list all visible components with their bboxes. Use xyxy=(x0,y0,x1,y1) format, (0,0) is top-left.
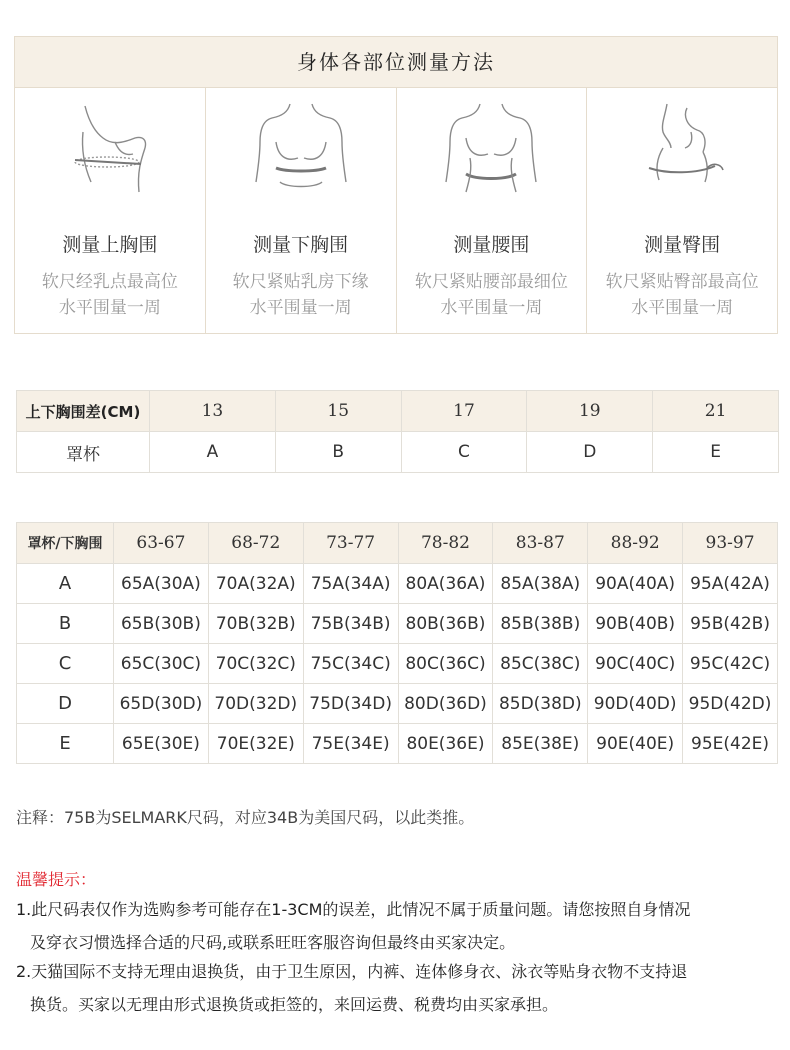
size-cell: 85D(38D) xyxy=(493,684,588,724)
guide-column-desc: 软尺紧贴乳房下缘 xyxy=(232,272,369,292)
waist-figure-icon xyxy=(436,102,546,198)
tip-1-line-1: 1.此尺码表仅作为选购参考可能存在1-3CM的误差，此情况不属于质量问题。请您按照自身情况 xyxy=(16,900,691,919)
size-cell: 80A(36A) xyxy=(398,564,493,604)
tip-2-line-1: 2.天猫国际不支持无理由退换货，由于卫生原因，内裤、连体修身衣、泳衣等贴身衣物不支持退 xyxy=(16,962,688,981)
guide-column-title: 测量腰围 xyxy=(453,234,530,256)
guide-column-desc: 水平围量一周 xyxy=(58,298,161,318)
guide-column-title: 测量上胸围 xyxy=(62,234,158,256)
range-cell: 63-67 xyxy=(114,523,209,564)
size-cell: 65B(30B) xyxy=(114,604,209,644)
tips-title: 温馨提示： xyxy=(16,870,97,889)
cup-cell: A xyxy=(17,564,114,604)
guide-column-desc: 软尺紧贴臀部最高位 xyxy=(605,272,759,292)
size-cell: 65D(30D) xyxy=(114,684,209,724)
tip-2 xyxy=(16,955,778,1021)
size-cell: 80E(36E) xyxy=(398,724,493,764)
size-cell: 65E(30E) xyxy=(114,724,209,764)
hip-figure-icon xyxy=(627,102,737,198)
diff-cell: 19 xyxy=(527,391,653,432)
cup-header-cell: 罩杯 xyxy=(17,432,150,473)
diff-header-cell: 上下胸围差(CM) xyxy=(17,391,150,432)
tip-1 xyxy=(16,893,778,959)
table-row xyxy=(17,604,778,644)
guide-column-title: 测量下胸围 xyxy=(253,234,349,256)
diff-cell: 15 xyxy=(275,391,401,432)
table-header-row xyxy=(17,523,778,564)
size-cell: 75E(34E) xyxy=(303,724,398,764)
table-row xyxy=(17,391,779,432)
size-cell: 70D(32D) xyxy=(208,684,303,724)
size-cell: 85A(38A) xyxy=(493,564,588,604)
size-cell: 95C(42C) xyxy=(683,644,778,684)
size-cell: 75D(34D) xyxy=(303,684,398,724)
guide-title: 身体各部位测量方法 xyxy=(15,37,777,88)
cup-cell: C xyxy=(17,644,114,684)
size-cell: 70B(32B) xyxy=(208,604,303,644)
cup-cell: D xyxy=(17,684,114,724)
cup-cell: B xyxy=(17,604,114,644)
size-cell: 70C(32C) xyxy=(208,644,303,684)
cup-size-table xyxy=(16,390,779,473)
cup-cell: D xyxy=(527,432,653,473)
upper-bust-figure-icon xyxy=(55,102,165,198)
range-cell: 93-97 xyxy=(683,523,778,564)
size-cell: 90B(40B) xyxy=(588,604,683,644)
table-row xyxy=(17,724,778,764)
size-header-cell: 罩杯/下胸围 xyxy=(17,523,114,564)
tip-1-line-2: 及穿衣习惯选择合适的尺码,或联系旺旺客服咨询但最终由买家决定。 xyxy=(30,933,516,952)
size-cell: 95A(42A) xyxy=(683,564,778,604)
range-cell: 73-77 xyxy=(303,523,398,564)
size-cell: 70E(32E) xyxy=(208,724,303,764)
size-cell: 80D(36D) xyxy=(398,684,493,724)
size-cell: 80B(36B) xyxy=(398,604,493,644)
range-cell: 68-72 xyxy=(208,523,303,564)
under-bust-figure-icon xyxy=(246,102,356,198)
size-cell: 70A(32A) xyxy=(208,564,303,604)
diff-cell: 17 xyxy=(401,391,527,432)
guide-column-upper-bust xyxy=(15,88,206,334)
table-row xyxy=(17,432,779,473)
range-cell: 88-92 xyxy=(588,523,683,564)
size-cell: 90E(40E) xyxy=(588,724,683,764)
guide-column-hip xyxy=(587,88,777,334)
size-cell: 90C(40C) xyxy=(588,644,683,684)
size-cell: 85E(38E) xyxy=(493,724,588,764)
size-cell: 95E(42E) xyxy=(683,724,778,764)
size-chart-table xyxy=(16,522,778,764)
tip-2-line-2: 换货。买家以无理由形式退换货或拒签的，来回运费、税费均由买家承担。 xyxy=(30,995,559,1014)
guide-column-under-bust xyxy=(206,88,397,334)
diff-cell: 21 xyxy=(653,391,779,432)
size-cell: 95D(42D) xyxy=(683,684,778,724)
size-cell: 80C(36C) xyxy=(398,644,493,684)
table-row xyxy=(17,684,778,724)
diff-cell: 13 xyxy=(150,391,276,432)
guide-column-waist xyxy=(397,88,588,334)
size-cell: 75C(34C) xyxy=(303,644,398,684)
cup-cell: B xyxy=(275,432,401,473)
range-cell: 83-87 xyxy=(493,523,588,564)
guide-column-desc: 水平围量一周 xyxy=(440,298,543,318)
measurement-guide xyxy=(14,36,778,334)
size-cell: 90A(40A) xyxy=(588,564,683,604)
size-cell: 85C(38C) xyxy=(493,644,588,684)
guide-column-desc: 软尺紧贴腰部最细位 xyxy=(414,272,568,292)
cup-cell: E xyxy=(17,724,114,764)
cup-cell: C xyxy=(401,432,527,473)
guide-column-desc: 水平围量一周 xyxy=(249,298,352,318)
cup-cell: E xyxy=(653,432,779,473)
range-cell: 78-82 xyxy=(398,523,493,564)
size-cell: 90D(40D) xyxy=(588,684,683,724)
size-cell: 95B(42B) xyxy=(683,604,778,644)
size-cell: 75B(34B) xyxy=(303,604,398,644)
table-row xyxy=(17,564,778,604)
guide-column-desc: 软尺经乳点最高位 xyxy=(41,272,178,292)
table-row xyxy=(17,644,778,684)
guide-column-title: 测量臀围 xyxy=(644,234,721,256)
guide-column-desc: 水平围量一周 xyxy=(631,298,734,318)
size-note: 注释：75B为SELMARK尺码，对应34B为美国尺码，以此类推。 xyxy=(16,808,475,827)
size-cell: 65A(30A) xyxy=(114,564,209,604)
size-cell: 65C(30C) xyxy=(114,644,209,684)
cup-cell: A xyxy=(150,432,276,473)
size-cell: 75A(34A) xyxy=(303,564,398,604)
size-cell: 85B(38B) xyxy=(493,604,588,644)
